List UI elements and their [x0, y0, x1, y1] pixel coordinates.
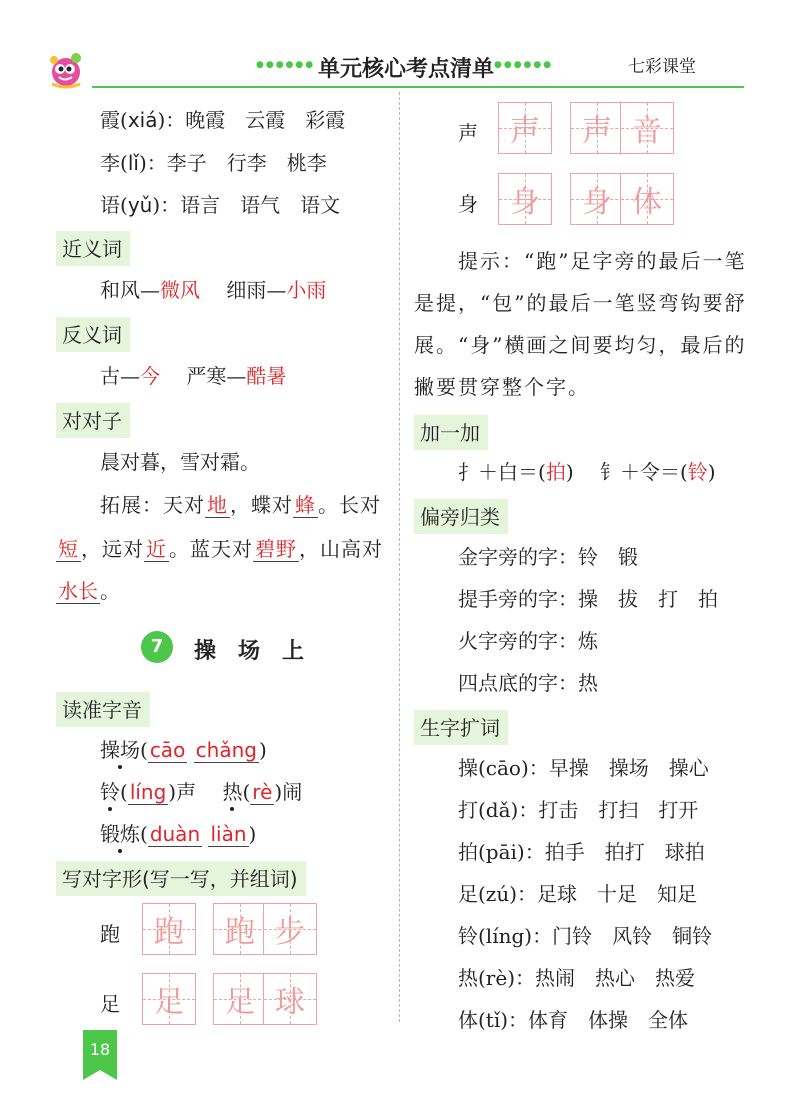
expand-item: 打(dǎ)：打击 打扫 打开	[458, 798, 699, 822]
synonym-line: 和风—微风 细雨—小雨	[100, 278, 327, 302]
lesson-number-badge: 7	[141, 631, 173, 663]
grid-cell: 足	[213, 973, 267, 1025]
lesson-title: 操 场 上	[194, 639, 305, 664]
antonym-line: 古—今 严寒—酷暑	[100, 364, 287, 388]
radical-item: 金字旁的字：铃 锻	[458, 545, 638, 569]
header-dots-left: ●●●●●●	[256, 60, 316, 70]
tip-line-4: 撇要贯穿整个字。	[414, 375, 590, 399]
section-expand: 生字扩词	[414, 710, 508, 745]
grid-cell: 体	[620, 173, 674, 225]
expand-item: 铃(líng)：门铃 风铃 铜铃	[458, 924, 713, 948]
grid-cell: 声	[498, 102, 552, 154]
radical-item: 四点底的字：热	[458, 671, 598, 695]
word-yu: 语(yǔ)：语言 语气 语文	[100, 193, 341, 217]
header-title: 单元核心考点清单	[318, 57, 495, 82]
section-antonym: 反义词	[56, 317, 130, 352]
section-radicals: 偏旁归类	[414, 499, 508, 534]
expand-item: 操(cāo)：早操 操场 操心	[458, 756, 709, 780]
shape-row2-label: 足	[100, 992, 120, 1016]
header-dots-right: ●●●●●●	[494, 60, 554, 70]
expand-item: 体(tǐ)：体育 体操 全体	[458, 1008, 689, 1032]
pronounce-line-3: 锻炼( duàn liàn )	[100, 822, 257, 846]
grid-cell: 步	[263, 903, 317, 955]
word-li: 李(lǐ)：李子 行李 桃李	[100, 151, 327, 175]
tip-line-2: 是提，“包”的最后一笔竖弯钩要舒	[414, 291, 747, 315]
mascot-logo	[46, 50, 90, 90]
shape-row1-label: 跑	[100, 922, 120, 946]
couplet-ext-2: 短 ，远对 近 。蓝天对 碧野 ，山高对	[58, 537, 383, 561]
section-add: 加一加	[414, 415, 488, 450]
section-couplet: 对对子	[56, 403, 130, 438]
word-xia: 霞(xiá)：晚霞 云霞 彩霞	[100, 108, 346, 132]
tip-line-1: 提示：“跑”足字旁的最后一笔	[458, 249, 747, 273]
grid-row1-label: 声	[458, 121, 478, 145]
header-rule	[92, 86, 744, 88]
couplet-ext-1: 拓展：天对 地 ，蝶对 蜂 。长对	[100, 493, 381, 517]
grid-cell: 跑	[213, 903, 267, 955]
grid-cell: 足	[142, 973, 196, 1025]
pronounce-line-2: 铃( líng )声 热( rè )闹	[100, 780, 303, 804]
header-brand: 七彩课堂	[628, 57, 696, 77]
radical-item: 提手旁的字：操 拔 打 拍	[458, 587, 718, 611]
section-shape: 写对字形(写一写，并组词)	[56, 861, 306, 896]
section-pronounce: 读准字音	[56, 692, 150, 727]
grid-cell: 跑	[142, 903, 196, 955]
pronounce-line-1: 操场( cāo chǎng )	[100, 738, 267, 762]
grid-cell: 音	[620, 102, 674, 154]
grid-cell: 声	[570, 102, 624, 154]
column-divider	[399, 92, 400, 1022]
section-synonym: 近义词	[56, 231, 130, 266]
tip-line-3: 展。“身”横画之间要均匀，最后的	[414, 333, 747, 357]
expand-item: 拍(pāi)：拍手 拍打 球拍	[458, 840, 705, 864]
add-line: 扌＋白＝(拍) 钅＋令＝(铃)	[458, 460, 716, 484]
expand-item: 足(zú)：足球 十足 知足	[458, 882, 698, 906]
grid-cell: 身	[498, 173, 552, 225]
grid-cell: 球	[263, 973, 317, 1025]
grid-row2-label: 身	[458, 192, 478, 216]
page-number-tab	[83, 1030, 117, 1080]
expand-item: 热(rè)：热闹 热心 热爱	[458, 966, 696, 990]
couplet-line1: 晨对暮，雪对霜。	[100, 450, 260, 474]
page-number: 18	[89, 1040, 111, 1059]
couplet-ext-3: 水长 。	[58, 579, 120, 603]
grid-cell: 身	[570, 173, 624, 225]
radical-item: 火字旁的字：炼	[458, 629, 598, 653]
